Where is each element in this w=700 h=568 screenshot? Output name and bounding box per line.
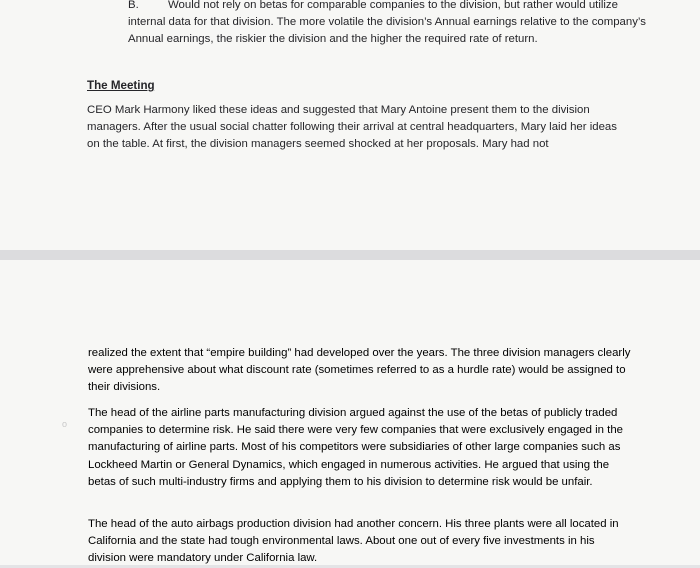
list-item-marker: B. <box>128 0 139 11</box>
list-item-b <box>128 0 648 49</box>
list-item-text: Would not rely on betas for comparable companies to the division, but rather would utilize internal data for that division. The more volatile the division’s Annual earnings relative to the company’s Annual earnings, the riskier the division and the higher the required rate of return. <box>128 0 646 46</box>
continuation-paragraph: realized the extent that “empire building” had developed over the years. The three division managers clearly were apprehensive about what discount rate (sometimes referred to as a hurdle rate) would be assigned to their divisions. <box>88 347 631 394</box>
margin-mark: o <box>62 419 68 429</box>
airbags-division-paragraph: The head of the auto airbags production division had another concern. His three plants were all located in California and the state had tough environmental laws. About one out of every five investments in his division were mandatory under California law. <box>88 518 619 565</box>
section-heading: The Meeting <box>87 79 155 92</box>
airline-division-paragraph: The head of the airline parts manufacturing division argued against the use of the betas of publicly traded companies to determine risk. He said there were very few companies that were exclusively engaged in the manufacturing of airline parts. Most of his competitors were subsidiaries of other large companies such as Lockheed Martin or General Dynamics, which engaged in numerous activities. He argued that using the betas of such multi-industry firms and applying them to his division to determine risk would be unfair. <box>88 407 623 488</box>
document-page-top <box>0 0 700 250</box>
page-gap <box>0 250 700 260</box>
meeting-paragraph: CEO Mark Harmony liked these ideas and suggested that Mary Antoine present them to the division managers. After the usual social chatter following their arrival at central headquarters, Mary laid her ideas on the table. At first, the division managers seemed shocked at her proposals. Mary had not <box>87 104 617 151</box>
